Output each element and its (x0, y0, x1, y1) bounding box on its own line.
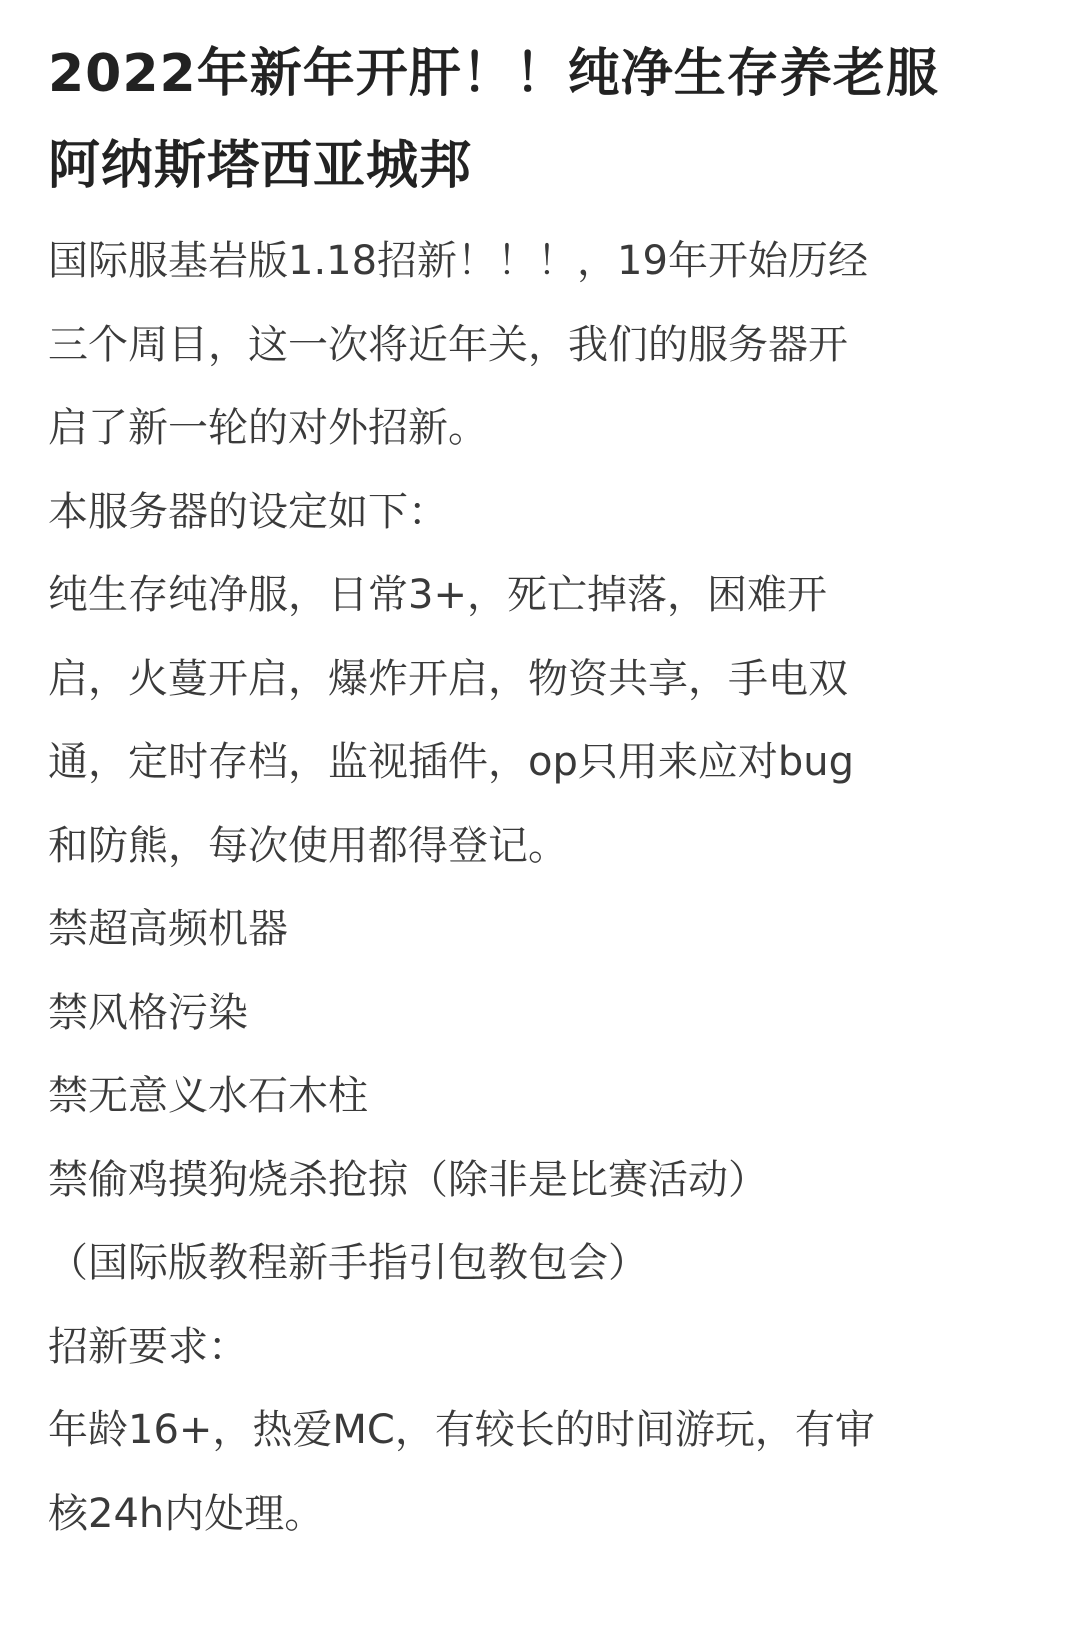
post-body-line: 禁风格污染 (48, 989, 248, 1036)
post-body-line: 启了新一轮的对外招新。 (48, 405, 488, 451)
post-title-line: 阿纳斯塔西亚城邦 (48, 136, 473, 196)
post-body-line: 三个周目，这一次将近年关，我们的服务器开 (48, 321, 848, 368)
post-body-line: 通，定时存档，监视插件，op只用来应对bug (48, 739, 854, 785)
post-body-line: 核24h内处理。 (48, 1490, 325, 1537)
post-body-line: 年龄16+，热爱MC，有较长的时间游玩，有审 (48, 1407, 875, 1453)
post-body-line: 禁超高频机器 (48, 906, 288, 952)
post-title (48, 28, 1048, 212)
post-title-line: 2022年新年开肝！！纯净生存养老服 (48, 44, 939, 104)
post-body-line: （国际版教程新手指引包教包会） (48, 1240, 648, 1286)
post-body-line: 纯生存纯净服，日常3+，死亡掉落，困难开 (48, 572, 827, 618)
post-body-line: 招新要求： (48, 1323, 248, 1370)
post-body-line: 国际服基岩版1.18招新！！！，19年开始历经 (48, 238, 868, 284)
post-body-line: 禁无意义水石木柱 (48, 1073, 368, 1119)
post-content (48, 28, 1048, 1556)
post-body-line: 启，火蔓开启，爆炸开启，物资共享，手电双 (48, 655, 848, 702)
post-body (48, 220, 1048, 1556)
post-body-line: 和防熊，每次使用都得登记。 (48, 822, 568, 869)
post-body-line: 本服务器的设定如下： (48, 488, 448, 535)
post-body-line: 禁偷鸡摸狗烧杀抢掠（除非是比赛活动） (48, 1156, 768, 1203)
